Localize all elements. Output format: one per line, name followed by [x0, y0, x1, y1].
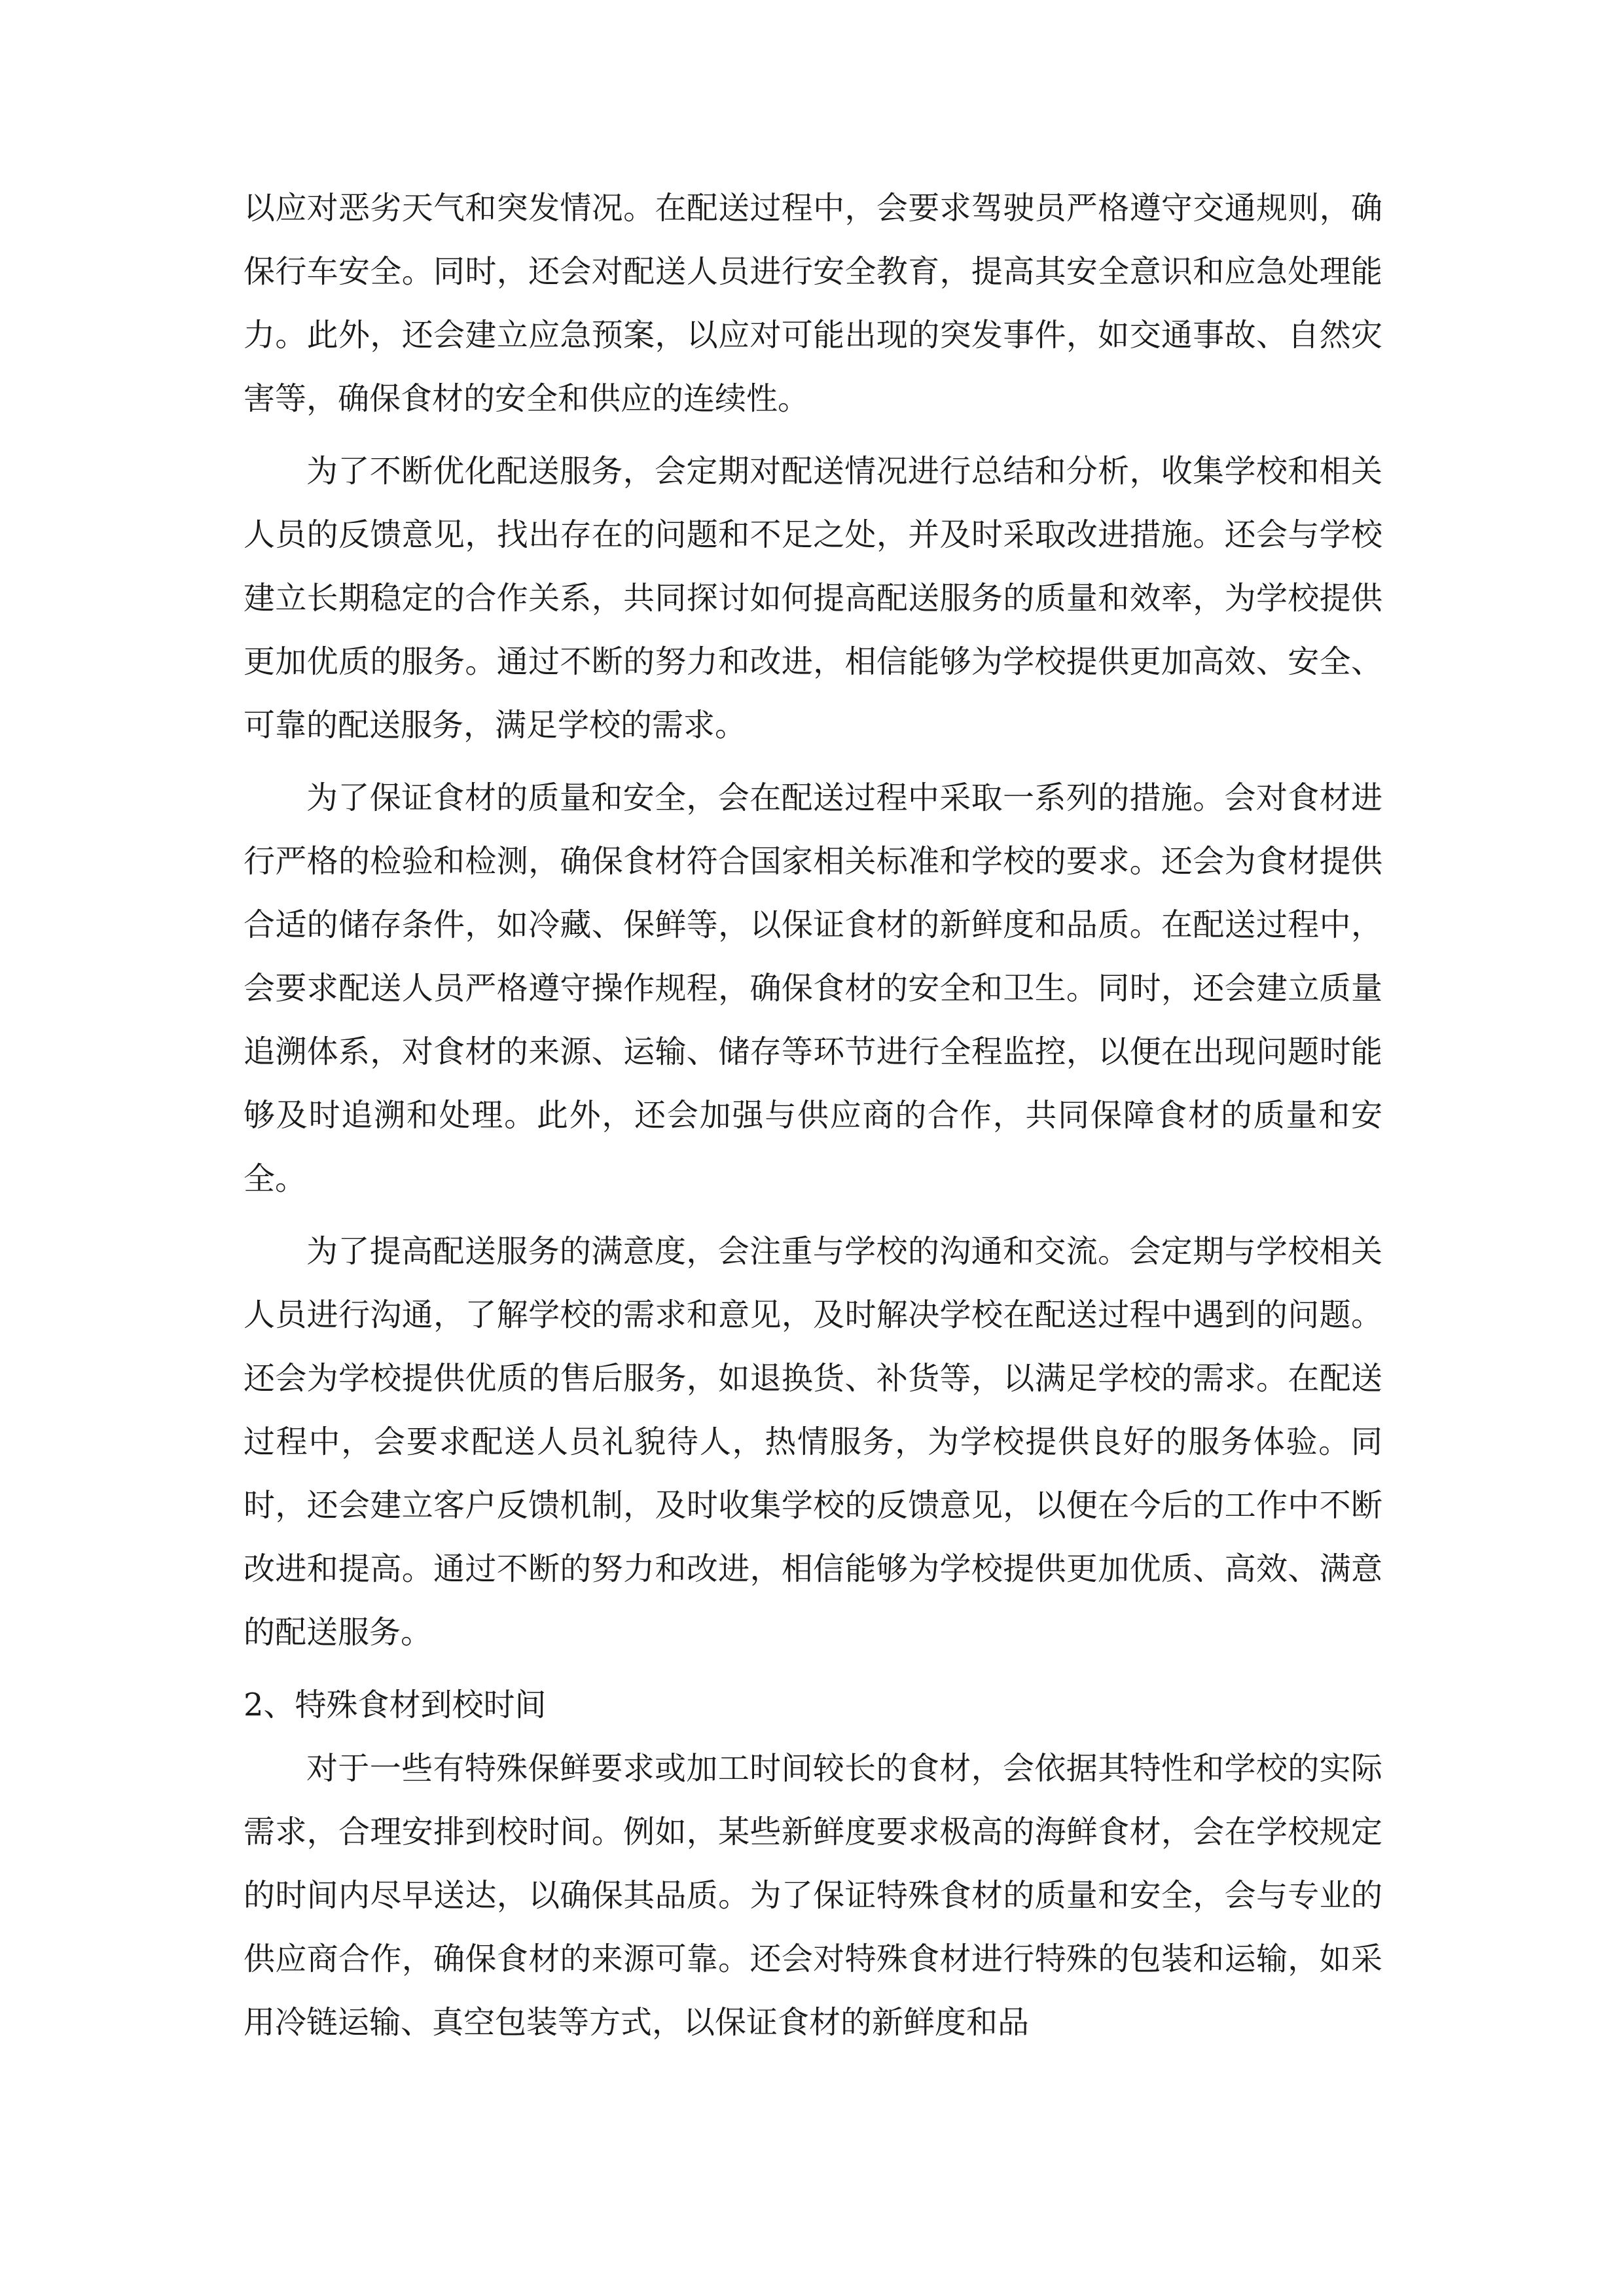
paragraph-continuation: 以应对恶劣天气和突发情况。在配送过程中，会要求驾驶员严格遵守交通规则，确保行车安全。同时，还会对配送人员进行安全教育，提高其安全意识和应急处理能力。此外，还会建立应急预案，以应对可能出现的突发事件，如交通事故、自然灾害等，确保食材的安全和供应的连续性。: [244, 190, 1382, 417]
document-page: [244, 177, 1382, 2064]
paragraph-quality-safety: 为了保证食材的质量和安全，会在配送过程中采取一系列的措施。会对食材进行严格的检验和检测，确保食材符合国家相关标准和学校的要求。还会为食材提供合适的储存条件，如冷藏、保鲜等，以保证食材的新鲜度和品质。在配送过程中，会要求配送人员严格遵守操作规程，确保食材的安全和卫生。同时，还会建立质量追溯体系，对食材的来源、运输、储存等环节进行全程监控，以便在出现问题时能够及时追溯和处理。此外，还会加强与供应商的合作，共同保障食材的质量和安全。: [244, 780, 1382, 1197]
paragraph-service-optimization: 为了不断优化配送服务，会定期对配送情况进行总结和分析，收集学校和相关人员的反馈意见，找出存在的问题和不足之处，并及时采取改进措施。还会与学校建立长期稳定的合作关系，共同探讨如何提高配送服务的质量和效率，为学校提供更加优质的服务。通过不断的努力和改进，相信能够为学校提供更加高效、安全、可靠的配送服务，满足学校的需求。: [244, 453, 1382, 744]
paragraph-special-ingredients: 对于一些有特殊保鲜要求或加工时间较长的食材，会依据其特性和学校的实际需求，合理安排到校时间。例如，某些新鲜度要求极高的海鲜食材，会在学校规定的时间内尽早送达，以确保其品质。为了保证特殊食材的质量和安全，会与专业的供应商合作，确保食材的来源可靠。还会对特殊食材进行特殊的包装和运输，如采用冷链运输、真空包装等方式，以保证食材的新鲜度和品: [244, 1750, 1382, 2041]
paragraph-satisfaction: 为了提高配送服务的满意度，会注重与学校的沟通和交流。会定期与学校相关人员进行沟通，了解学校的需求和意见，及时解决学校在配送过程中遇到的问题。还会为学校提供优质的售后服务，如退换货、补货等，以满足学校的需求。在配送过程中，会要求配送人员礼貌待人，热情服务，为学校提供良好的服务体验。同时，还会建立客户反馈机制，及时收集学校的反馈意见，以便在今后的工作中不断改进和提高。通过不断的努力和改进，相信能够为学校提供更加优质、高效、满意的配送服务。: [244, 1233, 1382, 1651]
section-heading: 2、特殊食材到校时间: [244, 1687, 547, 1723]
